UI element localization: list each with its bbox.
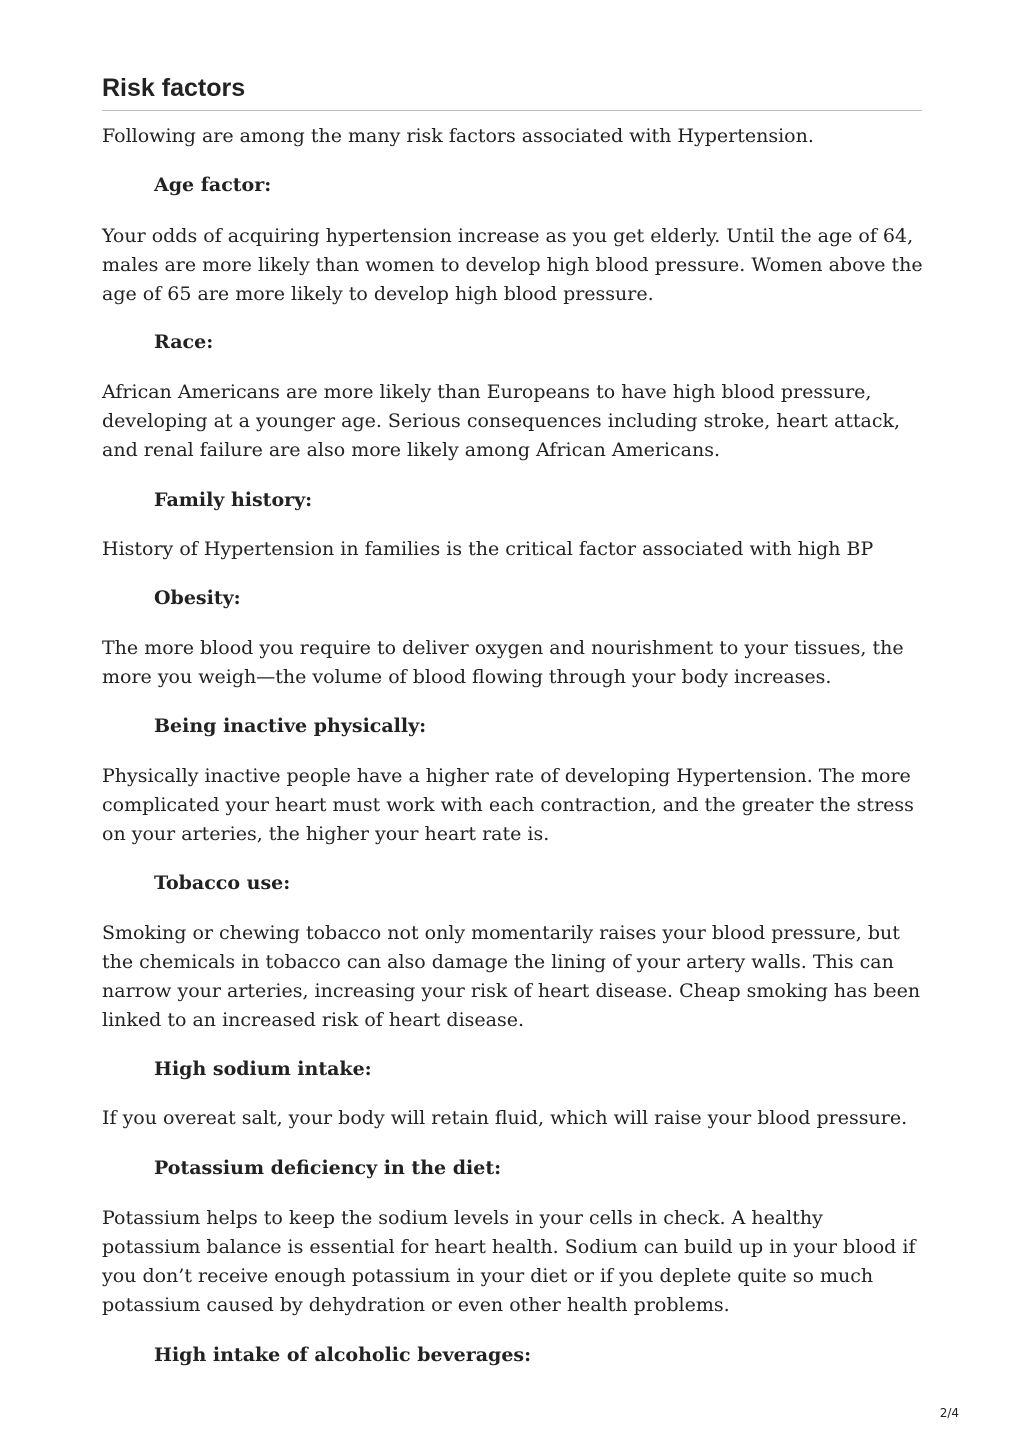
race-text: African Americans are more likely than Europeans to have high blood pressure, developing at a younger age. Serious consequences including stroke, heart attack, and renal failure are also more likely among African Americans. [102,381,901,461]
race-heading: Race: [154,331,214,353]
sodium-heading: High sodium intake: [154,1058,372,1080]
age-factor-heading: Age factor: [154,174,272,196]
potassium-text: Potassium helps to keep the sodium levels in your cells in check. A healthy potassium balance is essential for heart health. Sodium can build up in your blood if you don’t receive enough potassium in your diet or if you deplete quite so much potassium caused by dehydration or even other health problems. [102,1207,916,1316]
tobacco-heading: Tobacco use: [154,872,291,894]
intro-paragraph: Following are among the many risk factors associated with Hypertension. [102,125,814,147]
inactivity-text: Physically inactive people have a higher rate of developing Hypertension. The more complicated your heart must work with each contraction, and the greater the stress on your arteries, the higher your heart rate is. [102,765,914,845]
tobacco-text: Smoking or chewing tobacco not only momentarily raises your blood pressure, but the chemicals in tobacco can also damage the lining of your artery walls. This can narrow your arteries, increasing your risk of heart disease. Cheap smoking has been linked to an increased risk of heart disease. [102,922,921,1031]
sodium-text: If you overeat salt, your body will retain fluid, which will raise your blood pressure. [102,1107,908,1129]
section-title: Risk factors [102,74,246,102]
family-history-text: History of Hypertension in families is the critical factor associated with high BP [102,538,874,560]
obesity-text: The more blood you require to deliver oxygen and nourishment to your tissues, the more you weigh—the volume of blood flowing through your body increases. [102,637,904,688]
obesity-heading: Obesity: [154,587,241,609]
family-history-heading: Family history: [154,489,313,511]
potassium-heading: Potassium deficiency in the diet: [154,1157,502,1179]
age-factor-text: Your odds of acquiring hypertension increase as you get elderly. Until the age of 64, males are more likely than women to develop high blood pressure. Women above the age of 65 are more likely to develop high blood pressure. [102,225,923,305]
alcohol-heading: High intake of alcoholic beverages: [154,1344,532,1366]
page-number: 2/4 [939,1406,959,1420]
inactivity-heading: Being inactive physically: [154,715,427,737]
title-divider [102,110,922,111]
